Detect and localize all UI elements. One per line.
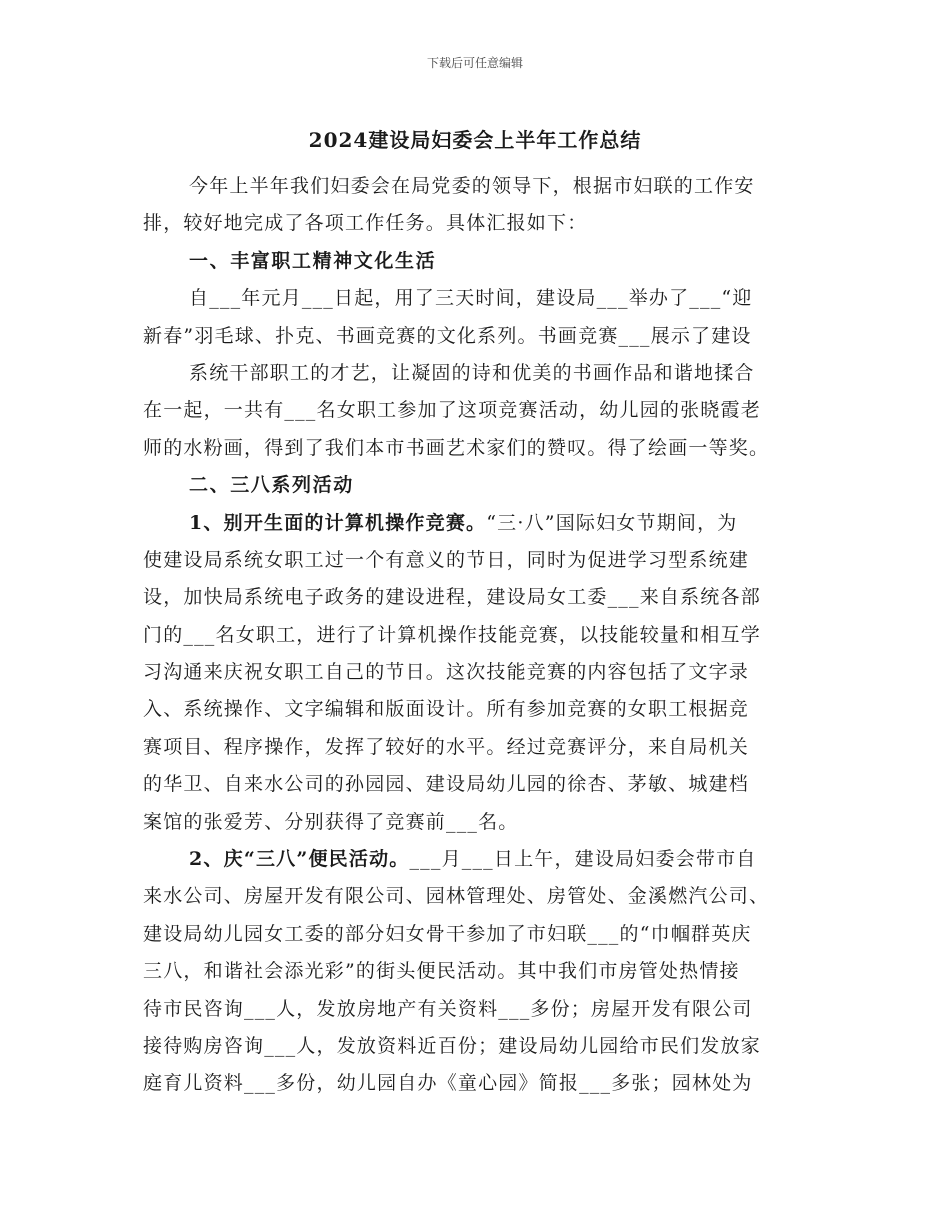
line-text: 使建设局系统女职工过一个有意义的节日，同时为促进学习型系统建 (143, 548, 750, 571)
line-text: 待市民咨询___人，发放房地产有关资料___多份；房屋开发有限公司 (143, 997, 753, 1020)
line-text: 今年上半年我们妇委会在局党委的领导下，根据市妇联的工作安 (189, 175, 755, 197)
document-title: 2024建设局妇委会上半年工作总结 (308, 128, 642, 152)
line-text: 在一起，一共有___名女职工参加了这项竞赛活动，幼儿园的张晓霞老 (143, 399, 761, 422)
body-text-line (143, 168, 811, 205)
document-body (143, 168, 811, 1103)
section-heading (143, 243, 811, 280)
line-text: 的华卫、自来水公司的孙园园、建设局幼儿园的徐杏、茅敏、城建档 (143, 773, 750, 796)
line-text: 师的水粉画，得到了我们本市书画艺术家们的赞叹。得了绘画一等奖。 (143, 436, 770, 459)
body-text-line (143, 729, 811, 766)
body-text-line (143, 1028, 811, 1065)
bold-lead-text: 1、别开生面的计算机操作竞赛。 (189, 511, 487, 534)
line-text: 庭育儿资料___多份，幼儿园自办《童心园》简报___多张；园林处为 (143, 1072, 753, 1095)
body-text-line (143, 1065, 811, 1102)
body-text-line (143, 654, 811, 691)
body-text-line (143, 542, 811, 579)
line-text: 习沟通来庆祝女职工自己的节日。这次技能竞赛的内容包括了文字录 (143, 661, 750, 684)
body-text-line (143, 953, 811, 990)
bold-lead-text: 2、庆“三八”便民活动。 (189, 848, 410, 871)
body-text-line (143, 505, 811, 542)
line-text: 建设局幼儿园女工委的部分妇女骨干参加了市妇联___的“巾帼群英庆 (143, 922, 752, 945)
body-text-line (143, 617, 811, 654)
body-text-line (143, 392, 811, 429)
line-text: 门的___名女职工，进行了计算机操作技能竞赛，以技能较量和相互学 (143, 623, 761, 646)
line-text: 排，较好地完成了各项工作任务。具体汇报如下： (143, 212, 588, 235)
line-text: 赛项目、程序操作，发挥了较好的水平。经过竞赛评分，来自局机关 (143, 735, 750, 758)
section-heading (143, 467, 811, 504)
line-text: 来水公司、房屋开发有限公司、园林管理处、房管处、金溪燃汽公司、 (143, 885, 770, 908)
body-text-line (143, 430, 811, 467)
line-text: 二、三八系列活动 (189, 474, 354, 497)
line-text: ___月___日上午，建设局妇委会带市自 (409, 848, 757, 871)
body-text-line (143, 804, 811, 841)
body-text-line (143, 579, 811, 616)
header-note: 下载后可任意编辑 (426, 56, 523, 70)
line-text: 接待购房咨询___人，发放资料近百份；建设局幼儿园给市民们发放家 (143, 1034, 761, 1057)
body-text-line (143, 280, 811, 317)
line-text: 自___年元月___日起，用了三天时间，建设局___举办了___“迎 (189, 287, 753, 310)
body-text-line (143, 841, 811, 878)
body-text-line (143, 991, 811, 1028)
body-text-line (143, 355, 811, 392)
body-text-line (143, 878, 811, 915)
body-text-line (143, 318, 811, 355)
body-text-line (143, 205, 811, 242)
body-text-line (143, 691, 811, 728)
body-text-line (143, 766, 811, 803)
body-text-line (143, 916, 811, 953)
line-text: 案馆的张爱芳、分别获得了竞赛前___名。 (143, 810, 519, 833)
line-text: “三·八”国际妇女节期间，为 (486, 511, 738, 534)
line-text: 三八，和谐社会添光彩”的街头便民活动。其中我们市房管处热情接 (143, 960, 740, 983)
line-text: 一、丰富职工精神文化生活 (189, 249, 437, 272)
line-text: 新春”羽毛球、扑克、书画竞赛的文化系列。书画竞赛___展示了建设 (143, 324, 752, 347)
line-text: 入、系统操作、文字编辑和版面设计。所有参加竞赛的女职工根据竞 (143, 698, 750, 721)
line-text: 设，加快局系统电子政务的建设进程，建设局女工委___来自系统各部 (143, 586, 761, 609)
line-text: 系统干部职工的才艺，让凝固的诗和优美的书画作品和谐地揉合 (189, 361, 755, 384)
